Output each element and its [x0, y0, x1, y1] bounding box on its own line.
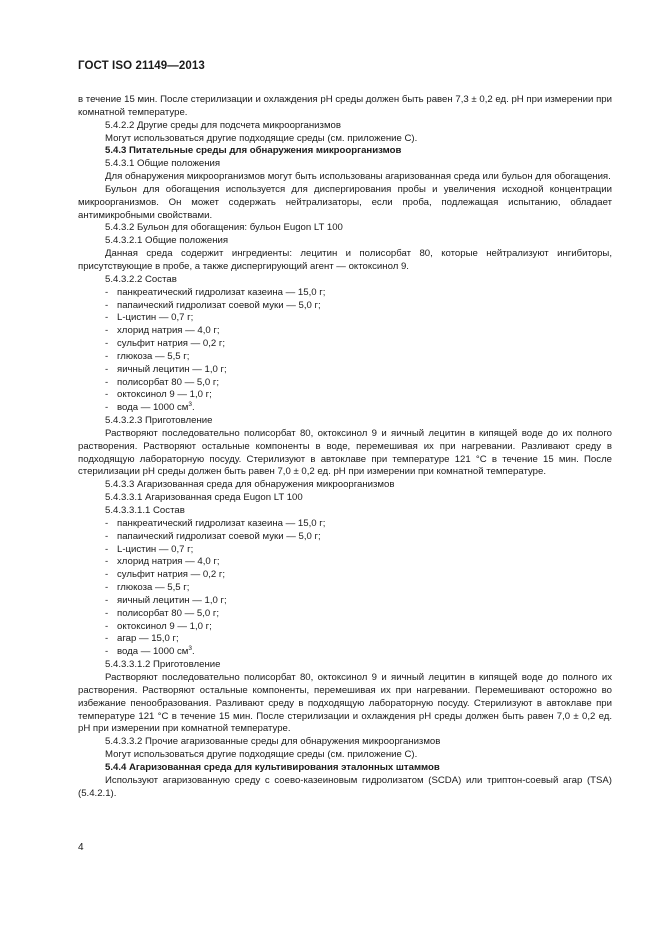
block-text: панкреатический гидролизат казеина — 15,0 г; — [117, 286, 326, 298]
list-dash: - — [105, 389, 109, 401]
list-dash: - — [105, 646, 109, 658]
list-dash: - — [105, 620, 109, 632]
list-item — [78, 389, 612, 402]
block-text: хлорид натрия — 4,0 г; — [117, 325, 220, 337]
block-text: октоксинол 9 — 1,0 г; — [117, 389, 212, 401]
block-tail: . — [192, 402, 195, 414]
list-item — [78, 338, 612, 351]
block-text: Бульон для обогащения используется для диспергирования пробы и увеличения исходной концентрации микроорганизмов. Он может содержать нейтрализаторы, если проба, подлежащая испытанию, обладает антимикробными свойствами. — [78, 183, 612, 221]
list-dash: - — [105, 543, 109, 555]
block-text: Используют агаризованную среду с соево-казеиновым гидролизатом (SCDA) или триптон-соевый агар (TSA) (5.4.2.1). — [78, 774, 612, 799]
list-item — [78, 351, 612, 364]
paragraph — [78, 133, 612, 146]
block-text: Растворяют последовательно полисорбат 80, октоксинол 9 и яичный лецитин в кипящей воде до полного их растворения. Растворяют остальные компоненты, перемешивая их при нагревании. Перемешивают осторожно во избежание пенообразования. Разливают среду в подходящую лабораторную посуду. Стерилизуют в автоклаве при температуре 121 °С в течение 15 мин. После стерилизации и охлаждения pH среды должен быть равен 7,0 ± 0,2 ед. pH при измерении при комнатной температуре. — [78, 671, 612, 735]
document-header: ГОСТ ISO 21149—2013 — [78, 60, 205, 72]
block-text: Могут использоваться другие подходящие среды (см. приложение С). — [105, 749, 418, 761]
list-item — [78, 556, 612, 569]
list-item — [78, 544, 612, 557]
block-text: L-цистин — 0,7 г; — [117, 543, 194, 555]
superscript: 3 — [188, 645, 192, 653]
list-item — [78, 646, 612, 659]
section-heading — [78, 736, 612, 749]
block-text: 5.4.3.2 Бульон для обогащения: бульон Eugon LT 100 — [105, 222, 343, 234]
list-item — [78, 377, 612, 390]
list-dash: - — [105, 569, 109, 581]
superscript: 3 — [188, 401, 192, 409]
list-dash: - — [105, 350, 109, 362]
list-item — [78, 531, 612, 544]
block-text: сульфит натрия — 0,2 г; — [117, 569, 226, 581]
block-text: глюкоза — 5,5 г; — [117, 582, 190, 594]
block-text: полисорбат 80 — 5,0 г; — [117, 607, 220, 619]
list-item — [78, 364, 612, 377]
block-text: папаический гидролизат соевой муки — 5,0 г; — [117, 299, 321, 311]
list-item — [78, 300, 612, 313]
list-dash: - — [105, 299, 109, 311]
block-text: 5.4.3 Питательные среды для обнаружения микроорганизмов — [105, 145, 402, 157]
block-text: хлорид натрия — 4,0 г; — [117, 556, 220, 568]
block-text: Растворяют последовательно полисорбат 80, октоксинол 9 и яичный лецитин в кипящей воде до их полного растворения. Растворяют остальные компоненты в воде, перемешивая их при нагревании. Разливают среду в подходящую лабораторную посуду. Стерилизуют в автоклаве при температуре 121 °С в течение 15 мин. После стерилизации pH среды должен быть равен 7,0 ± 0,2 ед. pH при измерении при комнатной температуре. — [78, 427, 612, 478]
block-text: Могут использоваться другие подходящие среды (см. приложение С). — [105, 132, 418, 144]
paragraph — [78, 775, 612, 801]
block-text: яичный лецитин — 1,0 г; — [117, 594, 227, 606]
block-text: Данная среда содержит ингредиенты: лецитин и полисорбат 80, которые нейтрализуют ингибиторы, присутствующие в пробе, а также диспергирующий агент — октоксинол 9. — [78, 248, 612, 272]
list-dash: - — [105, 556, 109, 568]
section-heading — [78, 158, 612, 171]
block-text: 5.4.3.3.1.1 Состав — [105, 505, 185, 516]
block-text: 5.4.3.2.3 Приготовление — [105, 415, 213, 427]
block-text: сульфит натрия — 0,2 г; — [117, 338, 226, 350]
list-dash: - — [105, 594, 109, 606]
list-dash: - — [105, 530, 109, 542]
block-text: глюкоза — 5,5 г; — [117, 350, 190, 362]
list-item — [78, 287, 612, 300]
block-text: панкреатический гидролизат казеина — 15,0 г; — [117, 517, 326, 529]
list-dash: - — [105, 376, 109, 388]
list-dash: - — [105, 286, 109, 298]
section-heading — [78, 274, 612, 287]
paragraph — [78, 94, 612, 120]
block-text: вода — 1000 см — [117, 402, 189, 414]
block-text: 5.4.4 Агаризованная среда для культивирования эталонных штаммов — [105, 761, 440, 773]
section-heading — [78, 505, 612, 518]
list-item — [78, 595, 612, 608]
list-item — [78, 582, 612, 595]
block-text: 5.4.3.3.1 Агаризованная среда Eugon LT 100 — [105, 492, 303, 504]
paragraph — [78, 672, 612, 736]
section-heading-bold — [78, 145, 612, 158]
paragraph — [78, 428, 612, 479]
section-heading — [78, 235, 612, 248]
section-heading-bold — [78, 762, 612, 775]
list-item — [78, 325, 612, 338]
block-text: октоксинол 9 — 1,0 г; — [117, 620, 212, 632]
block-text: полисорбат 80 — 5,0 г; — [117, 376, 220, 388]
list-item — [78, 621, 612, 634]
block-text: агар — 15,0 г; — [117, 633, 179, 645]
list-dash: - — [105, 582, 109, 594]
section-heading — [78, 222, 612, 235]
list-dash: - — [105, 607, 109, 619]
list-dash: - — [105, 325, 109, 337]
list-dash: - — [105, 402, 109, 414]
paragraph — [78, 171, 612, 184]
list-dash: - — [105, 363, 109, 375]
block-text: 5.4.3.3.2 Прочие агаризованные среды для обнаружения микроорганизмов — [105, 736, 441, 748]
section-heading — [78, 120, 612, 133]
section-heading — [78, 415, 612, 428]
block-text: яичный лецитин — 1,0 г; — [117, 363, 227, 375]
block-text: вода — 1000 см — [117, 646, 189, 658]
block-text: 5.4.3.2.1 Общие положения — [105, 235, 229, 247]
paragraph — [78, 248, 612, 274]
page-number: 4 — [78, 842, 84, 853]
section-heading — [78, 492, 612, 505]
block-text: в течение 15 мин. После стерилизации и охлаждения pH среды должен быть равен 7,3 ± 0,2 ед. pH при измерении при комнатной температуре. — [78, 94, 612, 118]
block-text: 5.4.3.1 Общие положения — [105, 158, 221, 170]
block-text: L-цистин — 0,7 г; — [117, 312, 194, 324]
block-text: 5.4.3.3 Агаризованная среда для обнаружения микроорганизмов — [105, 479, 395, 491]
list-item — [78, 402, 612, 415]
list-dash: - — [105, 517, 109, 529]
list-item — [78, 312, 612, 325]
block-tail: . — [192, 646, 195, 658]
list-dash: - — [105, 312, 109, 324]
list-dash: - — [105, 338, 109, 350]
section-heading — [78, 659, 612, 672]
list-item — [78, 569, 612, 582]
block-text: папаический гидролизат соевой муки — 5,0 г; — [117, 530, 321, 542]
block-text: 5.4.2.2 Другие среды для подсчета микроорганизмов — [105, 119, 341, 131]
list-item — [78, 518, 612, 531]
paragraph — [78, 749, 612, 762]
list-item — [78, 633, 612, 646]
list-dash: - — [105, 633, 109, 645]
section-heading — [78, 479, 612, 492]
block-text: 5.4.3.2.2 Состав — [105, 273, 177, 285]
document-body — [78, 94, 612, 800]
list-item — [78, 608, 612, 621]
block-text: Для обнаружения микроорганизмов могут быть использованы агаризованная среда или бульон для обогащения. — [105, 171, 611, 183]
block-text: 5.4.3.3.1.2 Приготовление — [105, 659, 221, 671]
paragraph — [78, 184, 612, 223]
